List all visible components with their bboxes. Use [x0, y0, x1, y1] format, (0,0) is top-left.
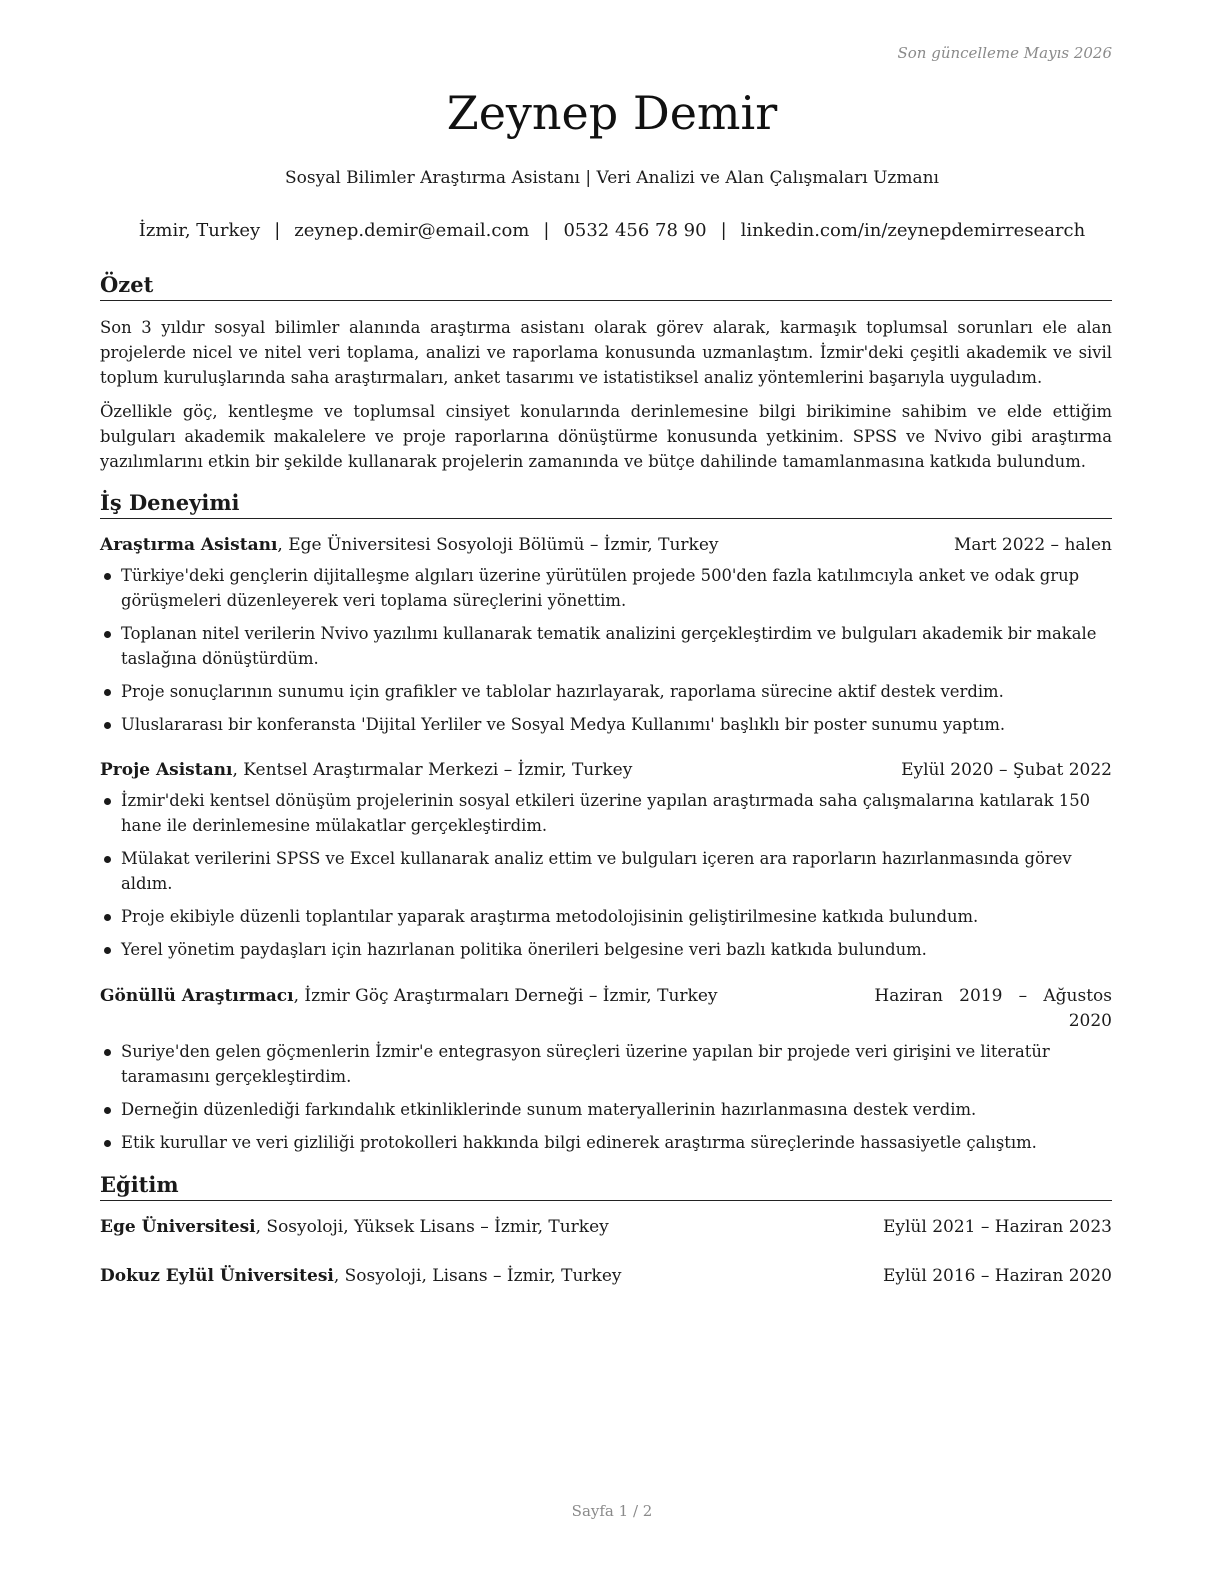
- job-bullet: Proje ekibiyle düzenli toplantılar yaparak araştırma metodolojisinin geliştirilmesine katkıda bulundum.: [100, 904, 1112, 929]
- contact-email-link[interactable]: zeynep.demir@email.com: [294, 220, 530, 241]
- job-role: Araştırma Asistanı: [100, 535, 278, 555]
- job-dates: Mart 2022 – halen: [953, 535, 1112, 555]
- section-title-experience: İş Deneyimi: [100, 490, 1112, 519]
- education-school: Dokuz Eylül Üniversitesi: [100, 1266, 334, 1286]
- job-role: Proje Asistanı: [100, 760, 233, 780]
- job-bullet-list: [100, 563, 1112, 745]
- job-bullet: Suriye'den gelen göçmenlerin İzmir'e entegrasyon süreçleri üzerine yapılan bir projede veri girişini ve literatür taramasını gerçekleştirdim.: [100, 1039, 1112, 1089]
- job-bullet: Mülakat verilerini SPSS ve Excel kullanarak analiz ettim ve bulguları içeren ara raporların hazırlanmasında görev aldım.: [100, 846, 1112, 896]
- education-detail: , Sosyoloji, Lisans – İzmir, Turkey: [333, 1266, 622, 1286]
- job-bullet: Uluslararası bir konferansta 'Dijital Yerliler ve Sosyal Medya Kullanımı' başlıklı bir poster sunumu yaptım.: [100, 712, 1112, 737]
- section-title-education: Eğitim: [100, 1172, 1112, 1201]
- job-role: Gönüllü Araştırmacı: [100, 986, 294, 1006]
- last-updated-note: Son güncelleme Mayıs 2026: [897, 44, 1112, 62]
- job-bullet: Etik kurullar ve veri gizliliği protokolleri hakkında bilgi edinerek araştırma süreçlerinde hassasiyetle çalıştım.: [100, 1130, 1112, 1155]
- contact-separator: |: [274, 220, 281, 241]
- job-dates: Eylül 2020 – Şubat 2022: [901, 760, 1112, 780]
- job-organization: , Kentsel Araştırmalar Merkezi – İzmir, Turkey: [232, 760, 633, 780]
- contact-phone: 0532 456 78 90: [563, 220, 707, 241]
- page-indicator: Sayfa 1 / 2: [571, 1502, 653, 1520]
- job-bullet: İzmir'deki kentsel dönüşüm projelerinin sosyal etkileri üzerine yapılan araştırmada saha çalışmalarına katılarak 150 hane ile derinlemesine mülakatlar gerçekleştirdim.: [100, 788, 1112, 838]
- job-dates-line: Haziran 2019 – Ağustos: [874, 986, 1112, 1006]
- job-bullet: Türkiye'deki gençlerin dijitalleşme algıları üzerine yürütülen projede 500'den fazla katılımcıyla anket ve odak grup görüşmeleri düzenleyerek veri toplama süreçlerini yönettim.: [100, 563, 1112, 613]
- contact-separator: |: [720, 220, 727, 241]
- candidate-headline: Sosyal Bilimler Araştırma Asistanı | Veri Analizi ve Alan Çalışmaları Uzmanı: [284, 168, 939, 188]
- job-bullet-list: [100, 1039, 1112, 1163]
- job-organization: , Ege Üniversitesi Sosyoloji Bölümü – İzmir, Turkey: [277, 535, 719, 555]
- contact-linkedin-link[interactable]: linkedin.com/in/zeynepdemirresearch: [740, 220, 1086, 241]
- section-title-summary: Özet: [100, 272, 1112, 301]
- contact-line: [0, 220, 1224, 241]
- job-bullet-list: [100, 788, 1112, 970]
- job-bullet: Proje sonuçlarının sunumu için grafikler ve tablolar hazırlayarak, raporlama sürecine aktif destek verdim.: [100, 679, 1112, 704]
- education-dates: Eylül 2021 – Haziran 2023: [882, 1217, 1112, 1237]
- education-school: Ege Üniversitesi: [100, 1217, 256, 1237]
- job-dates: [874, 984, 1112, 1034]
- job-bullet: Derneğin düzenlediği farkındalık etkinliklerinde sunum materyallerinin hazırlanmasına destek verdim.: [100, 1097, 1112, 1122]
- job-organization: , İzmir Göç Araştırmaları Derneği – İzmir, Turkey: [293, 986, 718, 1006]
- summary-paragraph-1: Son 3 yıldır sosyal bilimler alanında araştırma asistanı olarak görev alarak, karmaşık toplumsal sorunları ele alan projelerde nicel ve nitel veri toplama, analizi ve raporlama konusunda uzmanlaştım. İzmir'deki çeşitli akademik ve sivil toplum kuruluşlarında saha araştırmaları, anket tasarımı ve istatistiksel analiz yöntemlerini başarıyla uyguladım.: [100, 318, 1112, 387]
- job-bullet: Yerel yönetim paydaşları için hazırlanan politika önerileri belgesine veri bazlı katkıda bulundum.: [100, 937, 1112, 962]
- summary-paragraph-2: Özellikle göç, kentleşme ve toplumsal cinsiyet konularında derinlemesine bilgi birikimine sahibim ve elde ettiğim bulguları akademik makalelere ve proje raporlarına dönüştürme konusunda yetkinim. SPSS ve Nvivo gibi araştırma yazılımlarını etkin bir şekilde kullanarak projelerin zamanında ve bütçe dahilinde tamamlanmasına katkıda bulundum.: [100, 402, 1112, 471]
- education-dates: Eylül 2016 – Haziran 2020: [882, 1266, 1112, 1286]
- job-entry-header: [100, 984, 1112, 1034]
- candidate-name: Zeynep Demir: [446, 86, 778, 140]
- education-detail: , Sosyoloji, Yüksek Lisans – İzmir, Turkey: [255, 1217, 609, 1237]
- contact-location: İzmir, Turkey: [138, 220, 261, 241]
- contact-separator: |: [543, 220, 550, 241]
- job-dates-line: 2020: [1068, 1011, 1112, 1031]
- job-bullet: Toplanan nitel verilerin Nvivo yazılımı kullanarak tematik analizini gerçekleştirdim ve bulguları akademik bir makale taslağına dönüştürdüm.: [100, 621, 1112, 671]
